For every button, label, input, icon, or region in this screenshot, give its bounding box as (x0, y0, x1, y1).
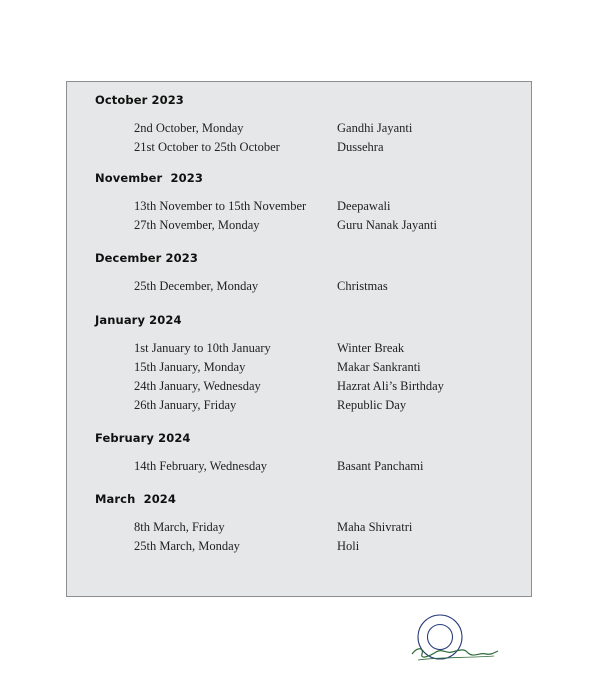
school-stamp-seal-icon (408, 608, 500, 666)
holiday-name: Winter Break (337, 341, 405, 355)
month-heading: January 2024 (95, 313, 182, 327)
holiday-name: Guru Nanak Jayanti (337, 218, 437, 232)
holiday-date: 25th December, Monday (134, 279, 259, 293)
holiday-date: 21st October to 25th October (134, 140, 280, 154)
month-heading: October 2023 (95, 93, 184, 107)
month-heading: December 2023 (95, 251, 198, 265)
holiday-date: 8th March, Friday (134, 520, 225, 534)
holiday-name: Christmas (337, 279, 388, 293)
month-heading: February 2024 (95, 431, 191, 445)
holiday-name: Deepawali (337, 199, 391, 213)
holiday-name: Hazrat Ali’s Birthday (337, 379, 444, 393)
holiday-date: 15th January, Monday (134, 360, 246, 374)
holiday-date: 27th November, Monday (134, 218, 260, 232)
stamp-inner-ring (428, 625, 453, 650)
month-heading: November 2023 (95, 171, 203, 185)
holiday-date: 1st January to 10th January (134, 341, 271, 355)
holiday-name: Maha Shivratri (337, 520, 413, 534)
month-heading: March 2024 (95, 492, 176, 506)
holiday-name: Gandhi Jayanti (337, 121, 413, 135)
holiday-date: 26th January, Friday (134, 398, 237, 412)
holiday-date: 14th February, Wednesday (134, 459, 267, 473)
holiday-date: 2nd October, Monday (134, 121, 244, 135)
stamp-seal (418, 615, 462, 659)
holiday-date: 24th January, Wednesday (134, 379, 261, 393)
holiday-name: Holi (337, 539, 360, 553)
holiday-name: Republic Day (337, 398, 407, 412)
holiday-date: 25th March, Monday (134, 539, 240, 553)
holiday-date: 13th November to 15th November (134, 199, 307, 213)
holiday-name: Makar Sankranti (337, 360, 421, 374)
stamp-outer-ring (418, 615, 462, 659)
holiday-name: Basant Panchami (337, 459, 424, 473)
holiday-name: Dussehra (337, 140, 384, 154)
